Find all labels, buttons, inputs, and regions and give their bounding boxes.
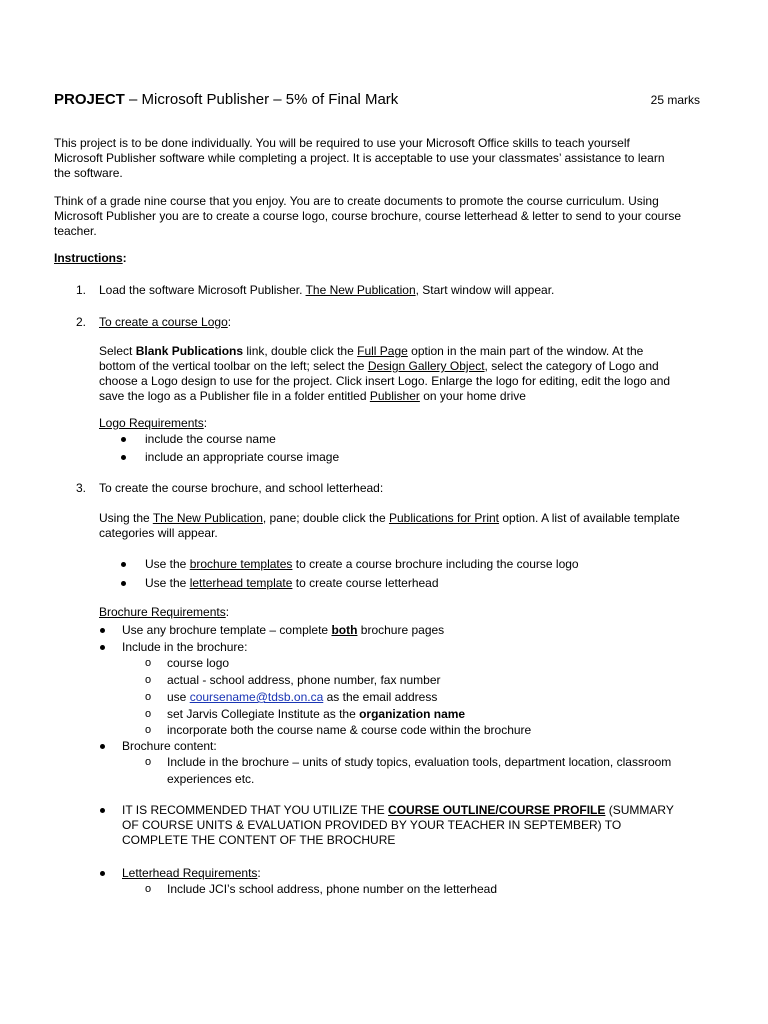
use1-b: to create a course brochure including the course logo	[292, 557, 579, 571]
sub3-a: use	[167, 690, 190, 704]
list-item	[54, 723, 716, 739]
list-item	[54, 576, 716, 592]
list-item	[54, 640, 716, 656]
instructions-heading-text: Instructions	[54, 251, 123, 265]
step-3-body	[54, 511, 716, 541]
step-2-line1-c: option in the main part of the window. At the	[407, 344, 644, 358]
logo-requirements-heading	[99, 416, 761, 431]
logo-requirements-heading-text: Logo Requirements	[99, 416, 204, 430]
title-row	[54, 91, 700, 111]
list-item	[54, 673, 716, 689]
step-3-line1-b: , pane; double click the	[262, 511, 389, 525]
bullet-dot-icon	[121, 437, 126, 442]
letterhead-requirements-heading	[122, 866, 261, 881]
brochure-sub-6	[167, 755, 716, 787]
intro-p1-line1: This project is to be done individually. You will be required to use your Microsoft Office skills to teach yourself	[54, 136, 630, 150]
sub4-bold: organization name	[359, 707, 466, 721]
step-2-line4-a: save the logo as a Publisher file in a folder entitled	[99, 389, 370, 403]
brochure-req-3: Brochure content:	[122, 739, 217, 753]
circle-bullet-icon: o	[145, 756, 152, 768]
b1-b: brochure pages	[357, 623, 445, 637]
circle-bullet-icon: o	[145, 657, 152, 669]
recommend-line2: OF COURSE UNITS & EVALUATION PROVIDED BY YOUR TEACHER IN SEPTEMBER) TO	[122, 818, 622, 832]
bullet-dot-icon	[121, 455, 126, 460]
recommend-line3: COMPLETE THE CONTENT OF THE BROCHURE	[122, 833, 396, 847]
step-2-line4-link: Publisher	[369, 389, 420, 403]
email-link[interactable]: coursename@tdsb.on.ca	[189, 690, 324, 704]
intro-p2-line3: teacher.	[54, 224, 97, 238]
intro-p1-line2: Microsoft Publisher software while completing a project. It is acceptable to use your classmates’ assistance to learn	[54, 151, 665, 165]
step-2	[54, 315, 716, 331]
recommend-bold: COURSE OUTLINE/COURSE PROFILE	[388, 803, 606, 817]
use2-b: to create course letterhead	[292, 576, 439, 590]
list-item	[54, 450, 716, 466]
b1-bold: both	[331, 623, 358, 637]
step-3-line1-c: option. A list of available template	[499, 511, 680, 525]
list-item	[54, 755, 716, 787]
brochure-requirements-heading-text: Brochure Requirements	[99, 605, 226, 619]
list-item	[54, 739, 716, 755]
intro-paragraph-2	[54, 194, 716, 239]
use-brochure-templates	[145, 557, 579, 572]
brochure-req-1	[122, 623, 444, 638]
letterhead-colon: :	[257, 866, 261, 880]
step-1-text-b: , Start window will appear.	[415, 283, 555, 297]
bullet-dot-icon	[100, 628, 105, 633]
use2-a: Use the	[145, 576, 190, 590]
circle-bullet-icon: o	[145, 883, 152, 895]
sub3-b: as the email address	[323, 690, 438, 704]
step-2-line2-a: bottom of the vertical toolbar on the left; select the	[99, 359, 368, 373]
page-title	[54, 91, 398, 109]
step-3	[54, 481, 716, 497]
marks-value: 25 marks	[650, 93, 700, 107]
intro-p2-line2: Microsoft Publisher you are to create a course logo, course brochure, course letterhead & letter to send to your course	[54, 209, 681, 223]
sub6-line2: experiences etc.	[167, 772, 255, 786]
step-1	[54, 283, 716, 299]
step-3-line1-link: The New Publication	[152, 511, 263, 525]
step-2-colon: :	[227, 315, 232, 329]
brochure-sub-4	[167, 707, 465, 722]
step-2-body	[54, 344, 716, 404]
step-2-line1-link: Full Page	[357, 344, 408, 358]
bullet-dot-icon	[121, 581, 126, 586]
step-3-heading: To create the course brochure, and school letterhead:	[99, 481, 384, 495]
step-2-line1-bold: Blank Publications	[135, 344, 244, 358]
step-3-line1	[99, 511, 716, 526]
title-rest: – Microsoft Publisher – 5% of Final Mark	[124, 91, 399, 108]
step-3-number: 3.	[76, 481, 87, 495]
step-1-text-a: Load the software Microsoft Publisher.	[99, 283, 306, 297]
instructions-colon: :	[122, 251, 127, 265]
brochure-sub-3	[167, 690, 437, 705]
circle-bullet-icon: o	[145, 724, 152, 736]
step-2-line2-link: Design Gallery Object	[367, 359, 485, 373]
circle-bullet-icon: o	[145, 691, 152, 703]
bullet-dot-icon	[100, 645, 105, 650]
step-2-line4-b: on your home drive	[419, 389, 526, 403]
step-2-line2-b: , select the category of Logo and	[484, 359, 659, 373]
logo-requirement-1: include the course name	[145, 432, 276, 446]
step-3-paragraph	[99, 511, 716, 541]
step-3-line1-a: Using the	[99, 511, 153, 525]
brochure-sub-2: actual - school address, phone number, fax number	[167, 673, 441, 687]
brochure-requirements-colon: :	[225, 605, 230, 619]
step-1-link: The New Publication	[305, 283, 416, 297]
instructions-heading	[54, 251, 716, 266]
list-item	[54, 690, 716, 706]
step-2-heading	[99, 315, 716, 330]
list-item	[54, 882, 716, 898]
step-1-text	[99, 283, 716, 298]
recommend-a: IT IS RECOMMENDED THAT YOU UTILIZE THE	[122, 803, 389, 817]
step-2-line1-a: Select	[99, 344, 136, 358]
recommendation	[122, 803, 716, 848]
step-2-number: 2.	[76, 315, 87, 329]
list-item	[54, 803, 716, 851]
step-3-line2: categories will appear.	[99, 526, 218, 540]
use1-link: brochure templates	[189, 557, 293, 571]
recommend-line1	[122, 803, 716, 818]
bullet-dot-icon	[121, 562, 126, 567]
sub4-a: set Jarvis Collegiate Institute as the	[167, 707, 360, 721]
list-item	[54, 432, 716, 448]
brochure-sub-5: incorporate both the course name & course code within the brochure	[167, 723, 532, 737]
circle-bullet-icon: o	[145, 708, 152, 720]
letterhead-sub-1: Include JCI’s school address, phone number on the letterhead	[167, 882, 497, 896]
intro-paragraph-1	[54, 136, 716, 181]
brochure-requirements-heading	[99, 605, 761, 620]
step-1-number: 1.	[76, 283, 87, 297]
step-2-line1	[99, 344, 716, 359]
bullet-dot-icon	[100, 871, 105, 876]
circle-bullet-icon: o	[145, 674, 152, 686]
step-2-heading-text: To create a course Logo	[99, 315, 228, 329]
bullet-dot-icon	[100, 808, 105, 813]
recommend-b: (SUMMARY	[605, 803, 674, 817]
b1-a: Use any brochure template – complete	[122, 623, 332, 637]
brochure-sub-1: course logo	[167, 656, 230, 670]
list-item	[54, 866, 716, 882]
title-bold: PROJECT	[54, 91, 125, 108]
use-letterhead-template	[145, 576, 439, 591]
step-2-paragraph	[99, 344, 716, 404]
step-2-line2	[99, 359, 716, 374]
list-item	[54, 707, 716, 723]
step-2-line4	[99, 389, 716, 404]
use2-link: letterhead template	[189, 576, 293, 590]
intro-p2-line1: Think of a grade nine course that you enjoy. You are to create documents to promote the course curriculum. Using	[54, 194, 659, 208]
step-2-line1-b: link, double click the	[243, 344, 358, 358]
list-item	[54, 623, 716, 639]
sub6-line1: Include in the brochure – units of study topics, evaluation tools, department location, classroom	[167, 755, 672, 769]
use1-a: Use the	[145, 557, 190, 571]
bullet-dot-icon	[100, 744, 105, 749]
logo-requirements-colon: :	[203, 416, 208, 430]
intro-p1-line3: the software.	[54, 166, 123, 180]
step-3-line1-link2: Publications for Print	[388, 511, 500, 525]
list-item	[54, 656, 716, 672]
step-2-line3: choose a Logo design to use for the project. Click insert Logo. Enlarge the logo for editing, edit the logo and	[99, 374, 671, 388]
brochure-req-2: Include in the brochure:	[122, 640, 248, 654]
letterhead-heading-text: Letterhead Requirements	[122, 866, 258, 880]
logo-requirement-2: include an appropriate course image	[145, 450, 340, 464]
list-item	[54, 557, 716, 573]
